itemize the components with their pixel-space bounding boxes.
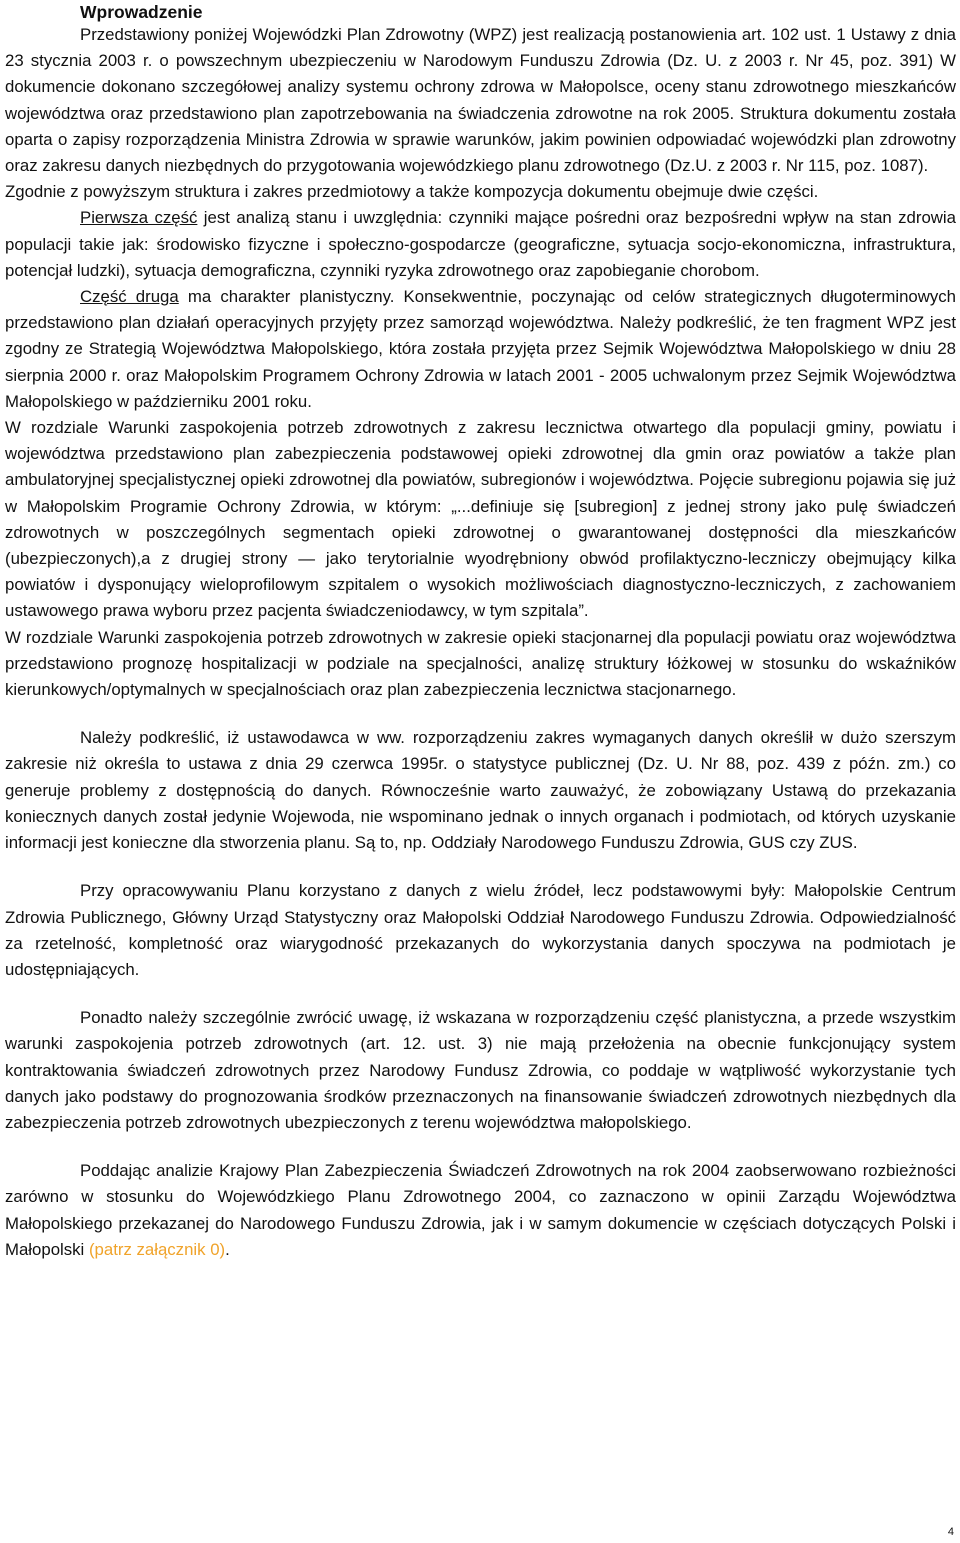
paragraph-sources: Przy opracowywaniu Planu korzystano z danych z wielu źródeł, lecz podstawowymi były: Małopolskie Centrum Zdrowia Publicznego, Główny Urząd Statystyczny oraz Małopolski Oddział Narodowego Funduszu Zdrowia. Odpowiedzialność za rzetelność, kompletność oraz wiarygodność przekazanych do wykorzystania danych spoczywa na podmiotach je udostępniających. [5, 881, 956, 979]
attachment-reference: (patrz załącznik 0) [88, 1239, 226, 1259]
national-plan-end: . [225, 1239, 230, 1259]
part-one-label: Pierwsza część [80, 208, 198, 228]
part-two-label: Część druga [80, 287, 179, 307]
document-body [5, 22, 956, 1263]
paragraph-inpatient: W rozdziale Warunki zaspokojenia potrzeb zdrowotnych w zakresie opieki stacjonarnej dla populacji powiatu oraz województwa przedstawiono prognozę hospitalizacji w podziale na specjalności, analizę struktury łóżkowej w stosunku do wskaźników kierunkowych/optymalnych w specjalnościach oraz plan zabezpieczenia lecznictwa stacjonarnego. [5, 627, 956, 700]
paragraph-part-one [5, 205, 956, 284]
paragraph-structure: Zgodnie z powyższym struktura i zakres przedmiotowy a także kompozycja dokumentu obejmuje dwie części. [5, 182, 819, 202]
paragraph-legislation: Należy podkreślić, iż ustawodawca w ww. rozporządzeniu zakres wymaganych danych określił w dużo szerszym zakresie niż określa to ustawa z dnia 29 czerwca 1995r. o statystyce publicznej (Dz. U. Nr 88, poz. 439 z późn. zm.) co generuje problemy z dostępnością do danych. Równocześnie warto zauważyć, że zobowiązany Ustawą do przekazania koniecznych danych został jedynie Wojewoda, nie wspominano jednak o innych organach i podmiotach, od których uzyskanie informacji jest konieczne dla stworzenia planu. Są to, np. Oddziały Narodowego Funduszu Zdrowia, GUS czy ZUS. [5, 728, 956, 853]
paragraph-national-plan [5, 1158, 956, 1263]
section-heading: Wprowadzenie [80, 2, 203, 22]
part-one-text: jest analizą stanu i uwzględnia: czynniki mające pośredni oraz bezpośredni wpływ na stan zdrowia populacji takie jak: środowisko fizyczne i społeczno-gospodarcze (geograficzne, sytuacja socjo-ekonomiczna, infrastruktura, potencjał ludzki), sytuacja demograficzna, czynniki ryzyka zdrowotnego oraz zapobieganie chorobom. [5, 208, 956, 280]
paragraph-planning-note: Ponadto należy szczególnie zwrócić uwagę, iż wskazana w rozporządzeniu część planistyczna, a przede wszystkim warunki zaspokojenia potrzeb zdrowotnych (art. 12. ust. 3) nie mają przełożenia na obecnie funkcjonujący system kontraktowania świadczeń zdrowotnych przez Narodowy Fundusz Zdrowia, co poddaje w wątpliwość wykorzystanie tych danych jako podstawy do prognozowania środków przeznaczonych na finansowanie świadczeń zdrowotnych niezbędnych dla zabezpieczenia potrzeb zdrowotnych ubezpieczonych z terenu województwa małopolskiego. [5, 1008, 956, 1132]
national-plan-text: Poddając analizie Krajowy Plan Zabezpieczenia Świadczeń Zdrowotnych na rok 2004 zaobserwowano rozbieżności zarówno w stosunku do Wojewódzkiego Planu Zdrowotnego 2004, co zaznaczono w opinii Zarządu Województwa Małopolskiego przekazanej do Narodowego Funduszu Zdrowia, jak i w samym dokumencie w częściach dotyczących Polski i Małopolski [5, 1161, 956, 1259]
paragraph-outpatient: W rozdziale Warunki zaspokojenia potrzeb zdrowotnych z zakresu lecznictwa otwartego dla populacji gminy, powiatu i województwa przedstawiono plan zabezpieczenia podstawowej opieki zdrowotnej dla gmin oraz powiatów a także plan ambulatoryjnej specjalistycznej opieki zdrowotnej dla powiatów, subregionów i województwa. Pojęcie subregionu pojawia się już w Małopolskim Programie Ochrony Zdrowia, w którym: „...definiuje się [subregion] z jednej strony jako pulę świadczeń zdrowotnych w poszczególnych segmentach opieki zdrowotnej o gwarantowanej dostępności dla mieszkańców (ubezpieczonych),a z drugiej strony — jako terytorialnie wyodrębniony obwód profilaktyczno-leczniczy obejmujący kilka powiatów i dysponujący wieloprofilowym szpitalem o wysokich możliwościach diagnostyczno-leczniczych, z zachowaniem ustawowego prawa wyboru przez pacjenta świadczeniodawcy, w tym szpitala”. [5, 418, 956, 621]
part-two-text: ma charakter planistyczny. Konsekwentnie, poczynając od celów strategicznych długoterminowych przedstawiono plan działań operacyjnych przyjęty przez samorząd województwa. Należy podkreślić, że ten fragment WPZ jest zgodny ze Strategią Województwa Małopolskiego, która została przyjęta przez Sejmik Województwa Małopolskiego w dniu 28 sierpnia 2000 r. oraz Małopolskim Programem Ochrony Zdrowia w latach 2001 - 2005 uchwalonym przez Sejmik Województwa Małopolskiego w październiku 2001 roku. [5, 287, 956, 411]
page-number: 4 [947, 1526, 954, 1538]
paragraph-intro: Przedstawiony poniżej Wojewódzki Plan Zdrowotny (WPZ) jest realizacją postanowienia art. 102 ust. 1 Ustawy z dnia 23 stycznia 2003 r. o powszechnym ubezpieczeniu w Narodowym Funduszu Zdrowia (Dz. U. z 2003 r. Nr 45, poz. 391) W dokumencie dokonano szczegółowej analizy systemu ochrony zdrowa w Małopolsce, oceny stanu zdrowotnego mieszkańców województwa oraz przedstawiono plan zapotrzebowania na świadczenia zdrowotne na rok 2005. Struktura dokumentu została oparta o zapisy rozporządzenia Ministra Zdrowia w sprawie warunków, jakim powinien odpowiadać wojewódzki plan zdrowotny oraz zakresu danych niezbędnych do przygotowania wojewódzkiego planu zdrowotnego (Dz.U. z 2003 r. Nr 115, poz. 1087). [5, 25, 956, 176]
paragraph-part-two [5, 284, 956, 415]
